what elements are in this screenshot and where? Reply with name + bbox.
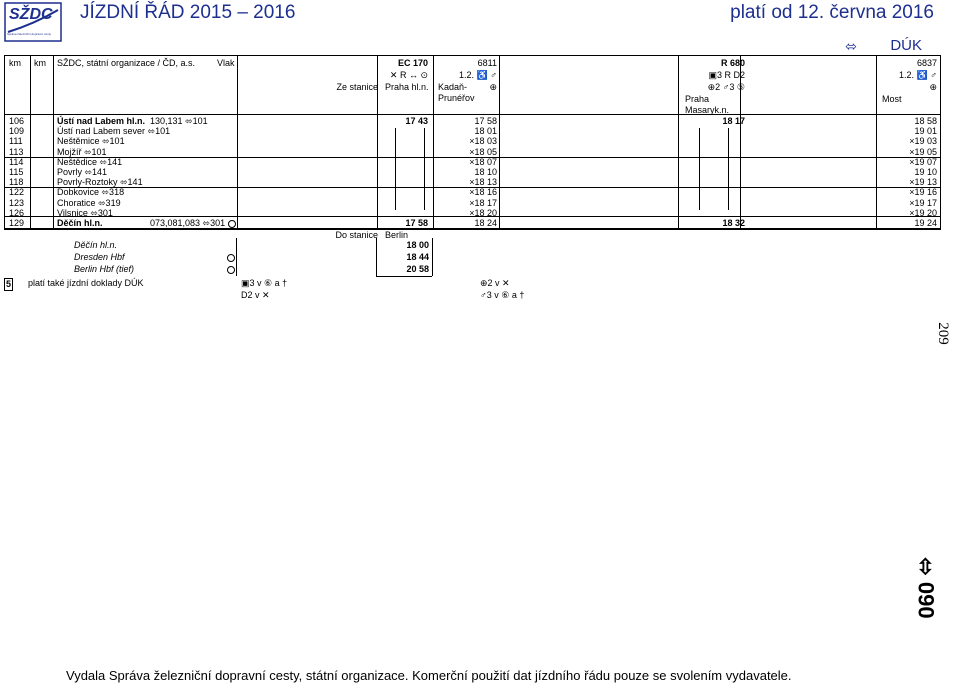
train-2-symbols: 1.2. ♿ ♂ xyxy=(459,70,497,80)
note-2a: ⊕2 v ✕ xyxy=(480,278,510,288)
train-3-from: Praha Masaryk.n. xyxy=(685,94,730,115)
train-1-number: EC 170 xyxy=(397,58,428,68)
time-train-4: 19 01 xyxy=(914,126,937,137)
train-4-symbols: 1.2. ♿ ♂ xyxy=(899,70,937,80)
station-km: 126 xyxy=(9,207,25,218)
station-name: Povrly-Roztoky ⬄141 xyxy=(57,177,143,188)
time-train-3: 18 32 xyxy=(722,218,745,228)
cont-1-name: Děčín hl.n. xyxy=(74,240,118,250)
szdc-logo xyxy=(4,2,62,42)
cont-2-time: 18 44 xyxy=(406,252,429,262)
train-4-extra: ⊕ xyxy=(929,82,937,92)
time-train-4: 19 24 xyxy=(914,218,937,228)
station-name: Vilsnice ⬄301 xyxy=(57,207,113,218)
station-name: Neštěmice ⬄101 xyxy=(57,136,125,147)
circle-icon xyxy=(227,254,235,262)
train-2-number: 6811 xyxy=(477,58,497,68)
time-train-2: ×18 07 xyxy=(469,156,497,167)
cont-2-name: Dresden Hbf xyxy=(74,252,125,262)
duk-label: DÚK xyxy=(890,37,922,54)
train-2-extra: ⊕ xyxy=(489,82,497,92)
station-name: Choratice ⬄319 xyxy=(57,197,121,208)
station-name: Ústí nad Labem sever ⬄101 xyxy=(57,126,171,137)
time-train-4: ×19 07 xyxy=(909,156,937,167)
time-train-4: 18 58 xyxy=(914,116,937,126)
time-train-1: 17 58 xyxy=(405,218,428,228)
station-km: 111 xyxy=(9,136,23,147)
operator: SŽDC, státní organizace / ČD, a.s. xyxy=(57,58,196,68)
timetable-table xyxy=(4,55,941,240)
time-train-4: ×19 16 xyxy=(909,187,937,198)
station-connections: 073,081,083 ⬄301 xyxy=(150,218,226,228)
document-title: JÍZDNÍ ŘÁD 2015 – 2016 xyxy=(80,2,296,23)
station-km: 109 xyxy=(9,126,25,137)
line-number-value: 090 xyxy=(913,581,939,619)
time-train-2: ×18 03 xyxy=(469,136,497,147)
circle-icon xyxy=(228,220,236,228)
time-train-2: 18 10 xyxy=(474,167,497,177)
station-km: 129 xyxy=(9,218,25,228)
time-train-2: ×18 17 xyxy=(469,197,497,208)
time-train-4: ×19 13 xyxy=(909,177,937,188)
logo-subtext: Správa železniční dopravní cesty xyxy=(7,32,52,36)
time-train-2: 18 01 xyxy=(474,126,497,137)
station-km: 114 xyxy=(9,156,24,167)
time-train-2: 17 58 xyxy=(474,116,497,126)
train-1-to: Berlin xyxy=(385,230,409,240)
station-km: 122 xyxy=(9,187,25,198)
train-3-symbols: ▣3 R D2 xyxy=(708,70,745,80)
line-number xyxy=(912,557,938,618)
station-km: 123 xyxy=(9,197,25,208)
time-train-3: 18 17 xyxy=(722,116,745,126)
note-marker: 5 xyxy=(6,279,12,289)
station-km: 118 xyxy=(9,177,24,188)
logo-text: SŽDC xyxy=(9,6,53,23)
vlak-label: Vlak xyxy=(217,58,235,68)
time-train-1: 17 43 xyxy=(405,116,428,126)
footer-notice: Vydala Správa železniční dopravní cesty, státní organizace. Komerční použití dat jízdního řádu pouze se svolením vydavatele. xyxy=(66,668,792,683)
two-way-arrow-icon: ⬄ xyxy=(845,38,857,54)
train-3-number: R 680 xyxy=(720,58,745,68)
station-name: Děčín hl.n. xyxy=(57,218,103,228)
train-4-from: Most xyxy=(882,94,902,104)
station-km: 106 xyxy=(9,116,25,126)
time-train-4: ×19 05 xyxy=(909,146,937,157)
time-train-2: ×18 16 xyxy=(469,187,497,198)
circle-icon xyxy=(227,266,235,274)
station-name: Neštědice ⬄141 xyxy=(57,156,123,167)
time-train-4: ×19 20 xyxy=(909,207,937,218)
train-1-from: Praha hl.n. xyxy=(385,82,429,92)
col-km1: km xyxy=(9,58,21,68)
note-1b: D2 v ✕ xyxy=(241,290,270,300)
station-km: 113 xyxy=(9,146,24,157)
from-label: Ze stanice xyxy=(336,82,378,92)
station-name: Povrly ⬄141 xyxy=(57,167,108,177)
time-train-4: ×19 17 xyxy=(909,197,937,208)
station-name: Ústí nad Labem hl.n. xyxy=(57,116,146,126)
time-train-2: 18 24 xyxy=(474,218,497,228)
cont-1-time: 18 00 xyxy=(406,240,429,250)
time-train-4: 19 10 xyxy=(914,167,937,177)
note-2b: ♂3 v ⑥ a † xyxy=(480,290,525,300)
note-text: platí také jízdní doklady DÚK xyxy=(28,278,144,288)
valid-from: platí od 12. června 2016 xyxy=(730,2,934,23)
col-km2: km xyxy=(34,58,46,68)
station-name: Dobkovice ⬄318 xyxy=(57,187,125,198)
cont-3-name: Berlin Hbf (tief) xyxy=(74,264,135,274)
station-name: Mojžíř ⬄101 xyxy=(57,146,107,157)
time-train-2: ×18 13 xyxy=(469,177,497,188)
note-1a: ▣3 v ⑥ a † xyxy=(241,278,288,288)
train-2-from: Kadaň-Prunéřov xyxy=(438,82,475,103)
train-1-symbols: ✕ R ↔ ⊙ xyxy=(389,70,428,80)
station-km: 115 xyxy=(9,167,24,177)
cont-3-time: 20 58 xyxy=(406,264,429,274)
time-train-2: ×18 05 xyxy=(469,146,497,157)
page-number: 209 xyxy=(934,322,951,345)
time-train-2: ×18 20 xyxy=(469,207,497,218)
to-label: Do stanice xyxy=(335,230,378,240)
two-way-arrow-icon: ⬄ xyxy=(913,557,939,576)
train-4-number: 6837 xyxy=(916,58,937,68)
time-train-4: ×19 03 xyxy=(909,136,937,147)
train-3-extra: ⊕2 ♂3 ⑤ xyxy=(707,82,745,92)
station-connections: 130,131 ⬄101 xyxy=(150,116,208,126)
